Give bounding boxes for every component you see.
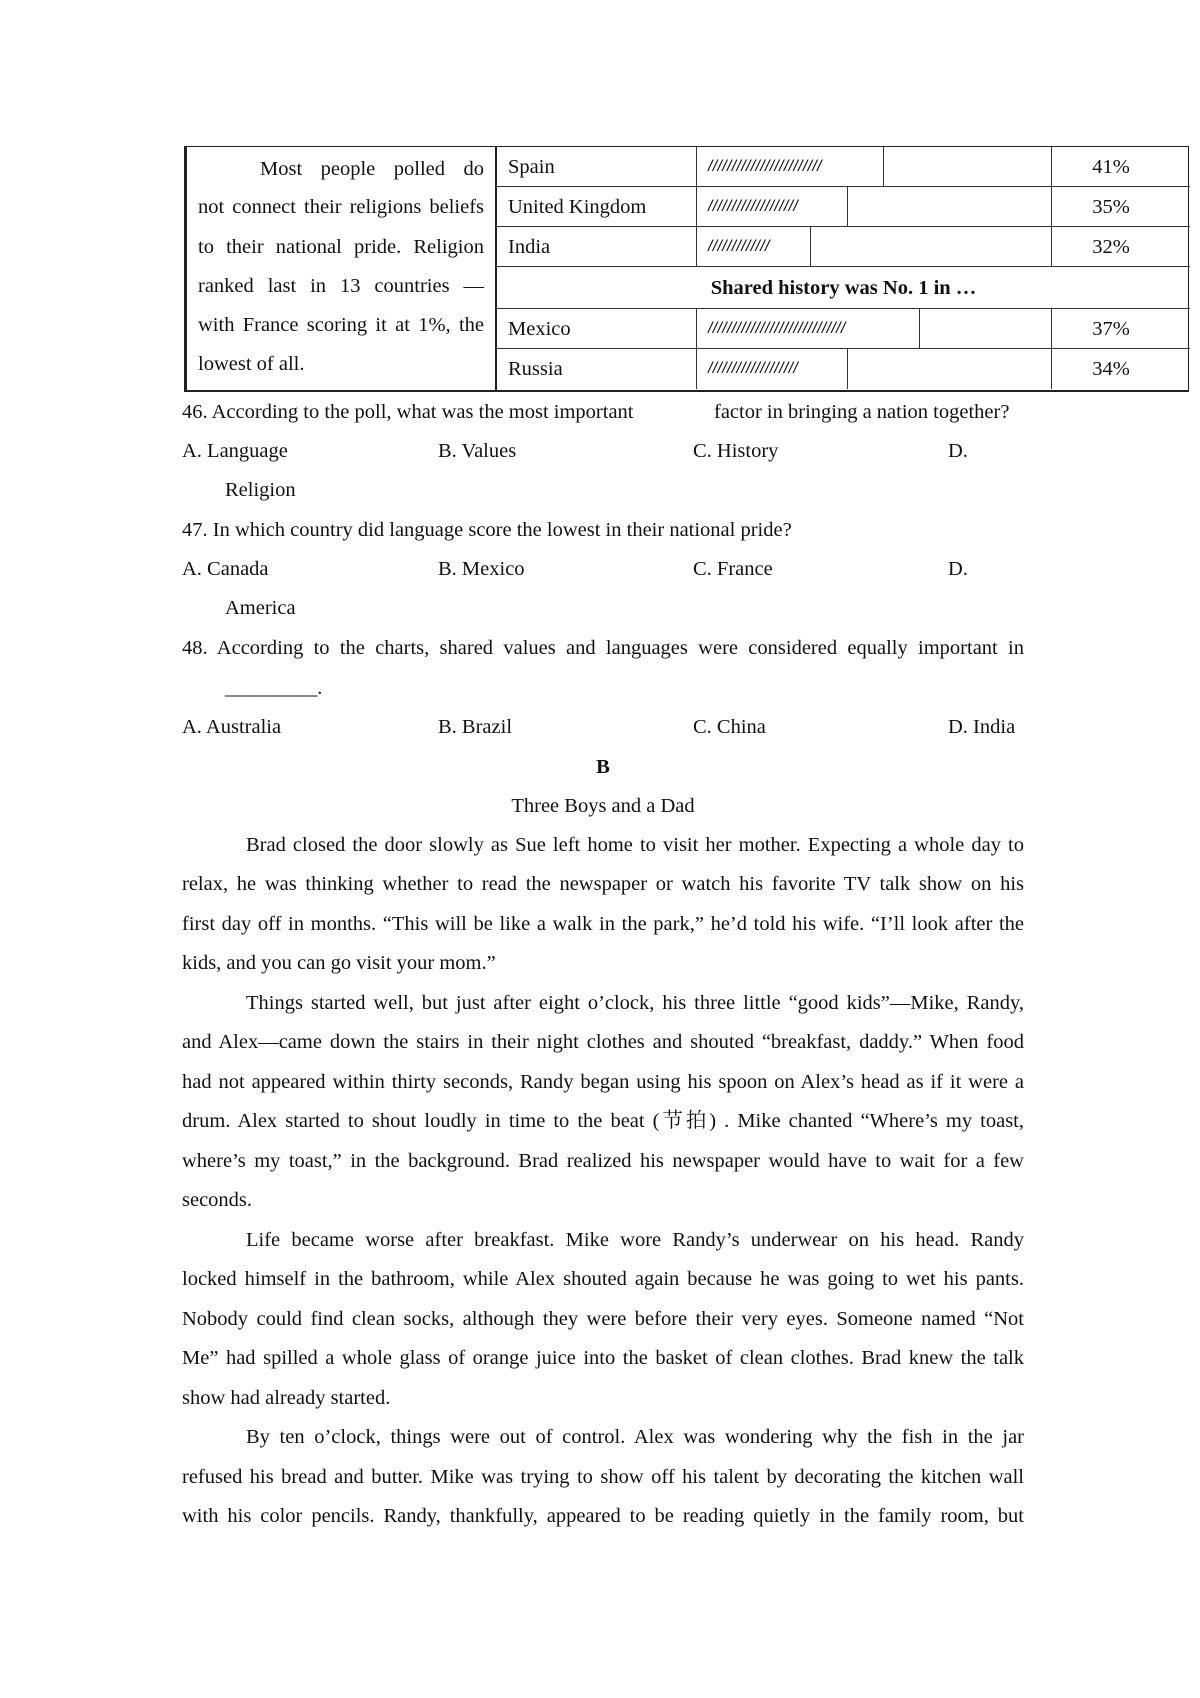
option-c: C. History xyxy=(693,440,779,462)
passage-line: Nobody could find clean socks, although they were before their very eyes. Someone named “Not xyxy=(182,1308,1024,1330)
passage-title: Three Boys and a Dad xyxy=(511,795,695,817)
intro-line: with France scoring it at 1%, the xyxy=(198,314,484,336)
passage-line: By ten o’clock, things were out of control. Alex was wondering why the fish in the jar xyxy=(246,1426,1024,1448)
intro-line: not connect their religions beliefs xyxy=(198,196,484,218)
passage-line: show had already started. xyxy=(182,1387,391,1409)
table-row xyxy=(497,147,1190,187)
poll-table xyxy=(184,146,1189,392)
country-cell: Mexico xyxy=(497,309,697,348)
percent-cell: 41% xyxy=(1092,156,1130,178)
question-46-stem: 46. According to the poll, what was the most important xyxy=(182,401,634,423)
option-b: B. Brazil xyxy=(438,716,513,738)
table-row xyxy=(497,309,1190,349)
question-47-stem: 47. In which country did language score the lowest in their national pride? xyxy=(182,519,792,541)
bar-cell: /////////////////// xyxy=(697,187,848,226)
bar-cell: ///////////////////////////// xyxy=(697,309,920,348)
option-d: D. xyxy=(948,558,968,580)
question-48-stem: 48. According to the charts, shared values and languages were considered equally important in xyxy=(182,637,1024,659)
percent-cell: 34% xyxy=(1092,358,1130,380)
gap-cell xyxy=(811,227,1052,266)
shared-history-header: Shared history was No. 1 in … xyxy=(710,277,977,299)
intro-line xyxy=(198,154,484,184)
table-header-row xyxy=(497,267,1190,309)
table-row xyxy=(497,349,1190,389)
option-d: D. India xyxy=(948,716,1016,738)
passage-line: locked himself in the bathroom, while Alex shouted again because he was going to wet his pants. xyxy=(182,1268,1024,1290)
passage-line: drum. Alex started to shout loudly in time to the beat (节拍) . Mike chanted “Where’s my toast, xyxy=(182,1110,1024,1132)
bar-cell: //////////////////////// xyxy=(697,147,884,186)
option-d-text: America xyxy=(225,597,296,619)
answer-blank: _________. xyxy=(225,677,323,699)
section-letter: B xyxy=(596,756,610,778)
passage-line: kids, and you can go visit your mom.” xyxy=(182,952,496,974)
country-cell: India xyxy=(497,227,697,266)
option-d: D. xyxy=(948,440,968,462)
passage-line: Things started well, but just after eight o’clock, his three little “good kids”—Mike, Randy, xyxy=(246,992,1024,1014)
passage-line: first day off in months. “This will be like a walk in the park,” he’d told his wife. “I’ll look after the xyxy=(182,913,1024,935)
passage-line: Me” had spilled a whole glass of orange juice into the basket of clean clothes. Brad knew the talk xyxy=(182,1347,1024,1369)
passage-line: where’s my toast,” in the background. Brad realized his newspaper would have to wait for a few xyxy=(182,1150,1024,1172)
option-a: A. Canada xyxy=(182,558,269,580)
gap-cell xyxy=(848,187,1052,226)
percent-cell: 35% xyxy=(1092,196,1130,218)
gap-cell xyxy=(848,349,1052,389)
question-46-stem-cont: factor in bringing a nation together? xyxy=(714,401,1010,423)
percent-cell: 37% xyxy=(1092,318,1130,340)
option-a: A. Australia xyxy=(182,716,282,738)
passage-line: with his color pencils. Randy, thankfully, appeared to be reading quietly in the family room, but xyxy=(182,1505,1024,1527)
passage-line: refused his bread and butter. Mike was trying to show off his talent by decorating the kitchen wall xyxy=(182,1466,1024,1488)
passage-line: seconds. xyxy=(182,1189,253,1211)
option-d-text: Religion xyxy=(225,479,296,501)
option-c: C. China xyxy=(693,716,766,738)
country-cell: Spain xyxy=(497,147,697,186)
country-cell: Russia xyxy=(497,349,697,389)
passage-line: Life became worse after breakfast. Mike wore Randy’s underwear on his head. Randy xyxy=(246,1229,1024,1251)
poll-intro xyxy=(187,147,497,390)
passage-line: and Alex—came down the stairs in their night clothes and shouted “breakfast, daddy.” When food xyxy=(182,1031,1024,1053)
intro-line: lowest of all. xyxy=(198,353,305,375)
country-cell: United Kingdom xyxy=(497,187,697,226)
passage-line: had not appeared within thirty seconds, Randy began using his spoon on Alex’s head as if it were a xyxy=(182,1071,1024,1093)
intro-text: Most people polled do xyxy=(260,158,484,180)
bar-cell: ///////////// xyxy=(697,227,811,266)
gap-cell xyxy=(884,147,1052,186)
passage-line: Brad closed the door slowly as Sue left home to visit her mother. Expecting a whole day to xyxy=(246,834,1024,856)
bar-cell: /////////////////// xyxy=(697,349,848,389)
percent-cell: 32% xyxy=(1092,236,1130,258)
option-c: C. France xyxy=(693,558,773,580)
table-row xyxy=(497,227,1190,267)
intro-line: ranked last in 13 countries — xyxy=(198,275,484,297)
gap-cell xyxy=(920,309,1052,348)
option-a: A. Language xyxy=(182,440,288,462)
option-b: B. Values xyxy=(438,440,517,462)
passage-line: relax, he was thinking whether to read the newspaper or watch his favorite TV talk show on his xyxy=(182,873,1024,895)
intro-line: to their national pride. Religion xyxy=(198,236,484,258)
option-b: B. Mexico xyxy=(438,558,525,580)
table-row xyxy=(497,187,1190,227)
